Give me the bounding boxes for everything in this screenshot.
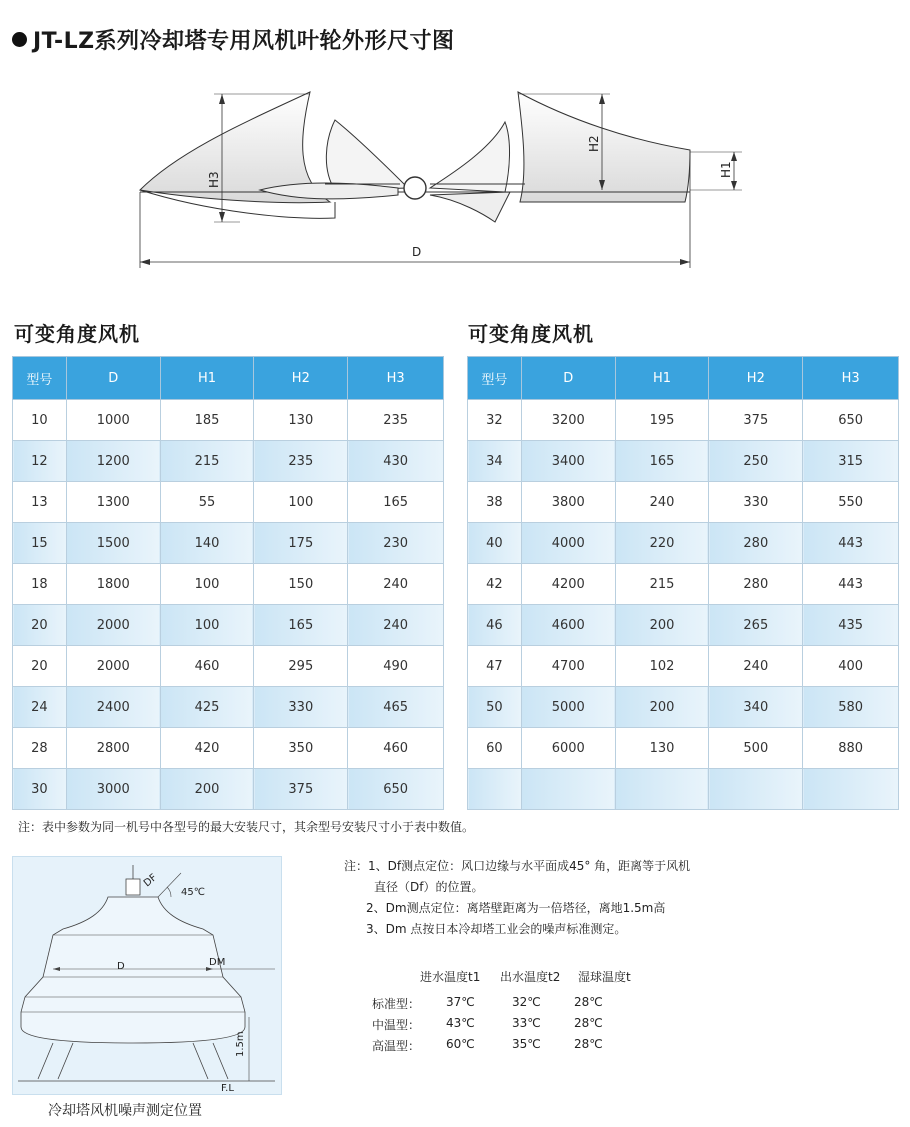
- table-row: [468, 769, 899, 810]
- table-row: [468, 728, 899, 769]
- table-cell: 500: [709, 728, 803, 769]
- upper-right-blade: [430, 122, 510, 192]
- table-row: [13, 728, 444, 769]
- table-cell: 55: [160, 482, 254, 523]
- table-cell: 100: [160, 564, 254, 605]
- table-cell: 4600: [521, 605, 615, 646]
- page-title: [12, 24, 455, 55]
- label-df: DF: [141, 872, 160, 890]
- table-row: [468, 687, 899, 728]
- temp-row-label: 标准型：: [372, 997, 421, 1011]
- table-cell: 1300: [66, 482, 160, 523]
- table-cell: 46: [468, 605, 522, 646]
- label-height: 1.5m: [235, 1031, 246, 1057]
- label-h2: H2: [587, 135, 601, 152]
- cooling-tower-diagram: [13, 857, 281, 1094]
- table-cell: 650: [348, 769, 444, 810]
- table-cell: [521, 769, 615, 810]
- table-cell: 215: [615, 564, 709, 605]
- table-cell: 350: [254, 728, 348, 769]
- table-row: [13, 523, 444, 564]
- table-row: [468, 605, 899, 646]
- label-d: D: [412, 245, 422, 259]
- table-cell: 165: [348, 482, 444, 523]
- table-cell: 425: [160, 687, 254, 728]
- table-cell: 375: [254, 769, 348, 810]
- measurement-notes: [344, 856, 690, 940]
- header-h3: H3: [348, 357, 444, 400]
- table-cell: 235: [348, 400, 444, 441]
- table-cell: 100: [254, 482, 348, 523]
- table-cell: 175: [254, 523, 348, 564]
- table-cell: 200: [160, 769, 254, 810]
- table-cell: 280: [709, 564, 803, 605]
- table-cell: 2000: [66, 646, 160, 687]
- right-table-header: [468, 357, 899, 400]
- lower-right-blade: [430, 192, 510, 222]
- table-cell: 130: [615, 728, 709, 769]
- table-row: [13, 482, 444, 523]
- table-cell: 330: [254, 687, 348, 728]
- left-table-header: [13, 357, 444, 400]
- table-cell: 1200: [66, 441, 160, 482]
- table-cell: 435: [803, 605, 899, 646]
- table-cell: 3200: [521, 400, 615, 441]
- table-cell: 265: [709, 605, 803, 646]
- table-cell: 240: [709, 646, 803, 687]
- header-h2: H2: [254, 357, 348, 400]
- left-section-title: 可变角度风机: [14, 322, 140, 346]
- label-h1: H1: [719, 161, 733, 178]
- table-cell: 400: [803, 646, 899, 687]
- table-cell: 880: [803, 728, 899, 769]
- table-cell: 1000: [66, 400, 160, 441]
- table-cell: 200: [615, 605, 709, 646]
- table-cell: 100: [160, 605, 254, 646]
- temp-row-t2: 35℃: [512, 1037, 541, 1051]
- fan-motor-shape: [126, 879, 140, 895]
- header-model: 型号: [468, 357, 522, 400]
- table-cell: 10: [13, 400, 67, 441]
- table-cell: 40: [468, 523, 522, 564]
- temp-row-t: 28℃: [574, 1016, 603, 1030]
- label-dm: DM: [209, 957, 226, 968]
- right-blade-shape: [518, 92, 690, 202]
- temp-row-t2: 32℃: [512, 995, 541, 1009]
- label-h3: H3: [207, 171, 221, 188]
- temp-row-t2: 33℃: [512, 1016, 541, 1030]
- temp-header-t: 湿球温度t: [578, 970, 631, 984]
- note-line-1: 注：1、Df测点定位：风口边缘与水平面成45° 角，距离等于风机: [344, 859, 691, 873]
- impeller-dimension-diagram: [130, 80, 750, 280]
- table-cell: 20: [13, 605, 67, 646]
- table-cell: [803, 769, 899, 810]
- table-row: [13, 646, 444, 687]
- table-cell: 1500: [66, 523, 160, 564]
- table-cell: 34: [468, 441, 522, 482]
- table-cell: 12: [13, 441, 67, 482]
- header-h1: H1: [160, 357, 254, 400]
- temp-header-t1: 进水温度t1: [420, 970, 481, 984]
- table-cell: 38: [468, 482, 522, 523]
- table-cell: 150: [254, 564, 348, 605]
- left-spec-table: [12, 356, 444, 810]
- header-d: D: [66, 357, 160, 400]
- table-cell: 5000: [521, 687, 615, 728]
- table-cell: 280: [709, 523, 803, 564]
- table-cell: 13: [13, 482, 67, 523]
- label-fl: F.L: [221, 1083, 234, 1094]
- table-cell: 240: [348, 605, 444, 646]
- right-section-title: 可变角度风机: [468, 322, 594, 346]
- table-row: [13, 441, 444, 482]
- table-row: [468, 482, 899, 523]
- header-d: D: [521, 357, 615, 400]
- temp-row-t: 28℃: [574, 1037, 603, 1051]
- left-table-body: [13, 400, 444, 810]
- table-cell: 230: [348, 523, 444, 564]
- table-cell: 60: [468, 728, 522, 769]
- table-cell: 2000: [66, 605, 160, 646]
- table-cell: 2800: [66, 728, 160, 769]
- label-d-tower: D: [117, 961, 125, 972]
- bullet-dot-icon: [12, 32, 27, 47]
- table-cell: 140: [160, 523, 254, 564]
- table-cell: 42: [468, 564, 522, 605]
- table-cell: 490: [348, 646, 444, 687]
- table-cell: 1800: [66, 564, 160, 605]
- temp-row-t1: 60℃: [446, 1037, 475, 1051]
- upper-left-blade: [326, 120, 408, 190]
- table-cell: 460: [160, 646, 254, 687]
- table-cell: 32: [468, 400, 522, 441]
- table-cell: 24: [13, 687, 67, 728]
- right-spec-table: [467, 356, 899, 810]
- table-cell: 240: [615, 482, 709, 523]
- temp-row-label: 中温型：: [372, 1018, 421, 1032]
- table-cell: 443: [803, 564, 899, 605]
- table-cell: [709, 769, 803, 810]
- table-cell: 3400: [521, 441, 615, 482]
- temp-row-t1: 43℃: [446, 1016, 475, 1030]
- table-cell: 315: [803, 441, 899, 482]
- table-cell: [468, 769, 522, 810]
- table-row: [468, 646, 899, 687]
- tower-figure-caption: 冷却塔风机噪声测定位置: [48, 1103, 202, 1119]
- table-cell: 460: [348, 728, 444, 769]
- table-cell: 50: [468, 687, 522, 728]
- table-cell: 215: [160, 441, 254, 482]
- table-cell: 200: [615, 687, 709, 728]
- table-cell: 4200: [521, 564, 615, 605]
- label-angle: 45℃: [181, 887, 205, 898]
- table-cell: 47: [468, 646, 522, 687]
- header-h1: H1: [615, 357, 709, 400]
- temp-row-t: 28℃: [574, 995, 603, 1009]
- table-cell: 102: [615, 646, 709, 687]
- note-line-2: 直径（Df）的位置。: [374, 880, 484, 894]
- table-cell: 375: [709, 400, 803, 441]
- header-h3: H3: [803, 357, 899, 400]
- table-cell: 550: [803, 482, 899, 523]
- table-cell: 18: [13, 564, 67, 605]
- header-model: 型号: [13, 357, 67, 400]
- table-row: [13, 400, 444, 441]
- table-row: [13, 564, 444, 605]
- header-h2: H2: [709, 357, 803, 400]
- table-cell: [615, 769, 709, 810]
- right-table-body: [468, 400, 899, 810]
- table-cell: 340: [709, 687, 803, 728]
- table-cell: 4700: [521, 646, 615, 687]
- table-cell: 165: [615, 441, 709, 482]
- table-cell: 240: [348, 564, 444, 605]
- table-cell: 130: [254, 400, 348, 441]
- table-cell: 250: [709, 441, 803, 482]
- table-row: [468, 441, 899, 482]
- table-row: [468, 523, 899, 564]
- table-cell: 420: [160, 728, 254, 769]
- note-line-3: 2、Dm测点定位：离塔壁距离为一倍塔径，离地1.5m高: [366, 901, 666, 915]
- table-cell: 330: [709, 482, 803, 523]
- table-cell: 220: [615, 523, 709, 564]
- note-line-4: 3、Dm 点按日本冷却塔工业会的噪声标准测定。: [366, 922, 627, 936]
- table-cell: 3000: [66, 769, 160, 810]
- table-cell: 165: [254, 605, 348, 646]
- table-cell: 195: [615, 400, 709, 441]
- table-cell: 580: [803, 687, 899, 728]
- table-cell: 235: [254, 441, 348, 482]
- temp-row-t1: 37℃: [446, 995, 475, 1009]
- table-row: [468, 400, 899, 441]
- table-cell: 20: [13, 646, 67, 687]
- table-cell: 443: [803, 523, 899, 564]
- tower-body-shape: [21, 897, 245, 1043]
- table-cell: 3800: [521, 482, 615, 523]
- temp-row-label: 高温型：: [372, 1039, 421, 1053]
- page-title-text: JT-LZ系列冷却塔专用风机叶轮外形尺寸图: [33, 29, 455, 54]
- table-footnote: 注：表中参数为同一机号中各型号的最大安装尺寸，其余型号安装尺寸小于表中数值。: [18, 820, 475, 834]
- table-cell: 650: [803, 400, 899, 441]
- table-cell: 185: [160, 400, 254, 441]
- table-cell: 6000: [521, 728, 615, 769]
- table-row: [13, 769, 444, 810]
- hub-circle: [404, 177, 426, 199]
- table-row: [13, 605, 444, 646]
- table-cell: 30: [13, 769, 67, 810]
- table-cell: 295: [254, 646, 348, 687]
- table-row: [13, 687, 444, 728]
- table-cell: 465: [348, 687, 444, 728]
- table-cell: 28: [13, 728, 67, 769]
- tower-figure-panel: [12, 856, 282, 1095]
- table-row: [468, 564, 899, 605]
- temp-header-t2: 出水温度t2: [500, 970, 561, 984]
- table-cell: 2400: [66, 687, 160, 728]
- table-cell: 15: [13, 523, 67, 564]
- table-cell: 4000: [521, 523, 615, 564]
- table-cell: 430: [348, 441, 444, 482]
